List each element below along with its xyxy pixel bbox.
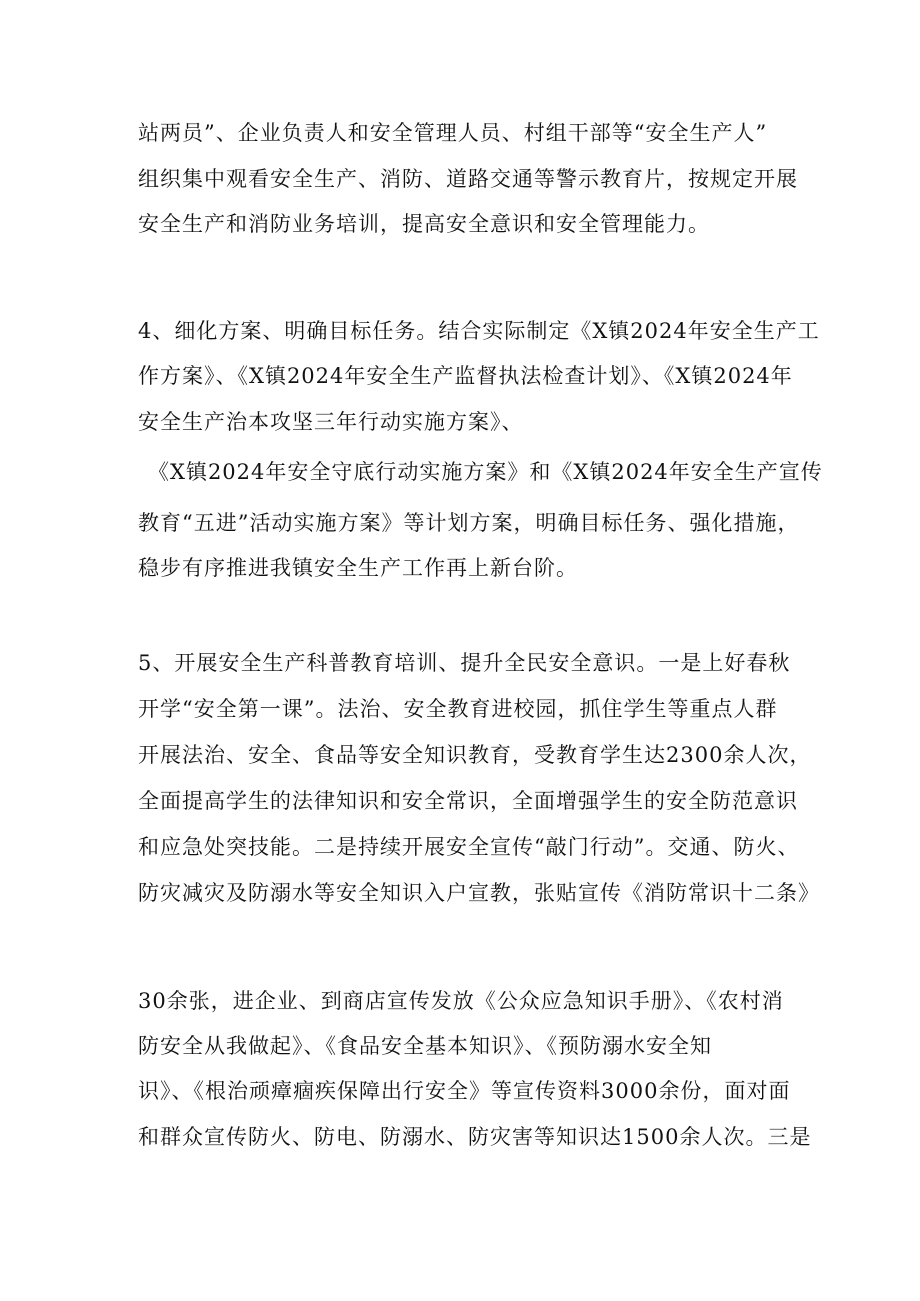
paragraph-3-line-6: 防灾减灾及防溺水等安全知识入户宣教，张贴宣传《消防常识十二条》 <box>138 881 820 905</box>
paragraph-3-line-4: 全面提高学生的法律知识和安全常识，全面增强学生的安全防范意识 <box>138 789 798 813</box>
paragraph-1-line-2: 组织集中观看安全生产、消防、道路交通等警示教育片，按规定开展 <box>138 167 798 191</box>
paragraph-3-line-1: 5、开展安全生产科普教育培训、提升全民安全意识。一是上好春秋 <box>138 651 791 675</box>
paragraph-3-line-5: 和应急处突技能。二是持续开展安全宣传“敲门行动”。交通、防火、 <box>138 835 800 859</box>
paragraph-2-line-6: 稳步有序推进我镇安全生产工作再上新台阶。 <box>138 556 578 580</box>
paragraph-4-line-4: 和群众宣传防火、防电、防溺水、防灾害等知识达1500余人次。三是 <box>138 1125 812 1149</box>
paragraph-2-line-3: 安全生产治本攻坚三年行动实施方案》、 <box>138 410 524 434</box>
paragraph-4-line-1: 30余张，进企业、到商店宣传发放《公众应急知识手册》、《农村消 <box>138 989 784 1013</box>
paragraph-2-line-2: 作方案》、《X镇2024年安全生产监督执法检查计划》、《X镇2024年 <box>138 364 793 388</box>
paragraph-2-line-5: 教育“五进”活动实施方案》等计划方案，明确目标任务、强化措施， <box>138 511 800 535</box>
paragraph-1-line-3: 安全生产和消防业务培训，提高安全意识和安全管理能力。 <box>138 212 710 236</box>
paragraph-1-line-1: 站两员”、企业负责人和安全管理人员、村组干部等“安全生产人” <box>138 121 768 145</box>
paragraph-3-line-2: 开学“安全第一课”。法治、安全教育进校园，抓住学生等重点人群 <box>138 697 778 721</box>
paragraph-3-line-3: 开展法治、安全、食品等安全知识教育，受教育学生达2300余人次， <box>138 743 812 767</box>
paragraph-4-line-3: 识》、《根治顽瘴痼疾保障出行安全》等宣传资料3000余份，面对面 <box>138 1079 791 1103</box>
paragraph-2-line-1: 4、细化方案、明确目标任务。结合实际制定《X镇2024年安全生产工 <box>138 319 820 343</box>
paragraph-4-line-2: 防安全从我做起》、《食品安全基本知识》、《预防溺水安全知 <box>138 1034 712 1058</box>
paragraph-2-line-4: 《X镇2024年安全守底行动实施方案》和《X镇2024年安全生产宣传 <box>148 460 823 484</box>
